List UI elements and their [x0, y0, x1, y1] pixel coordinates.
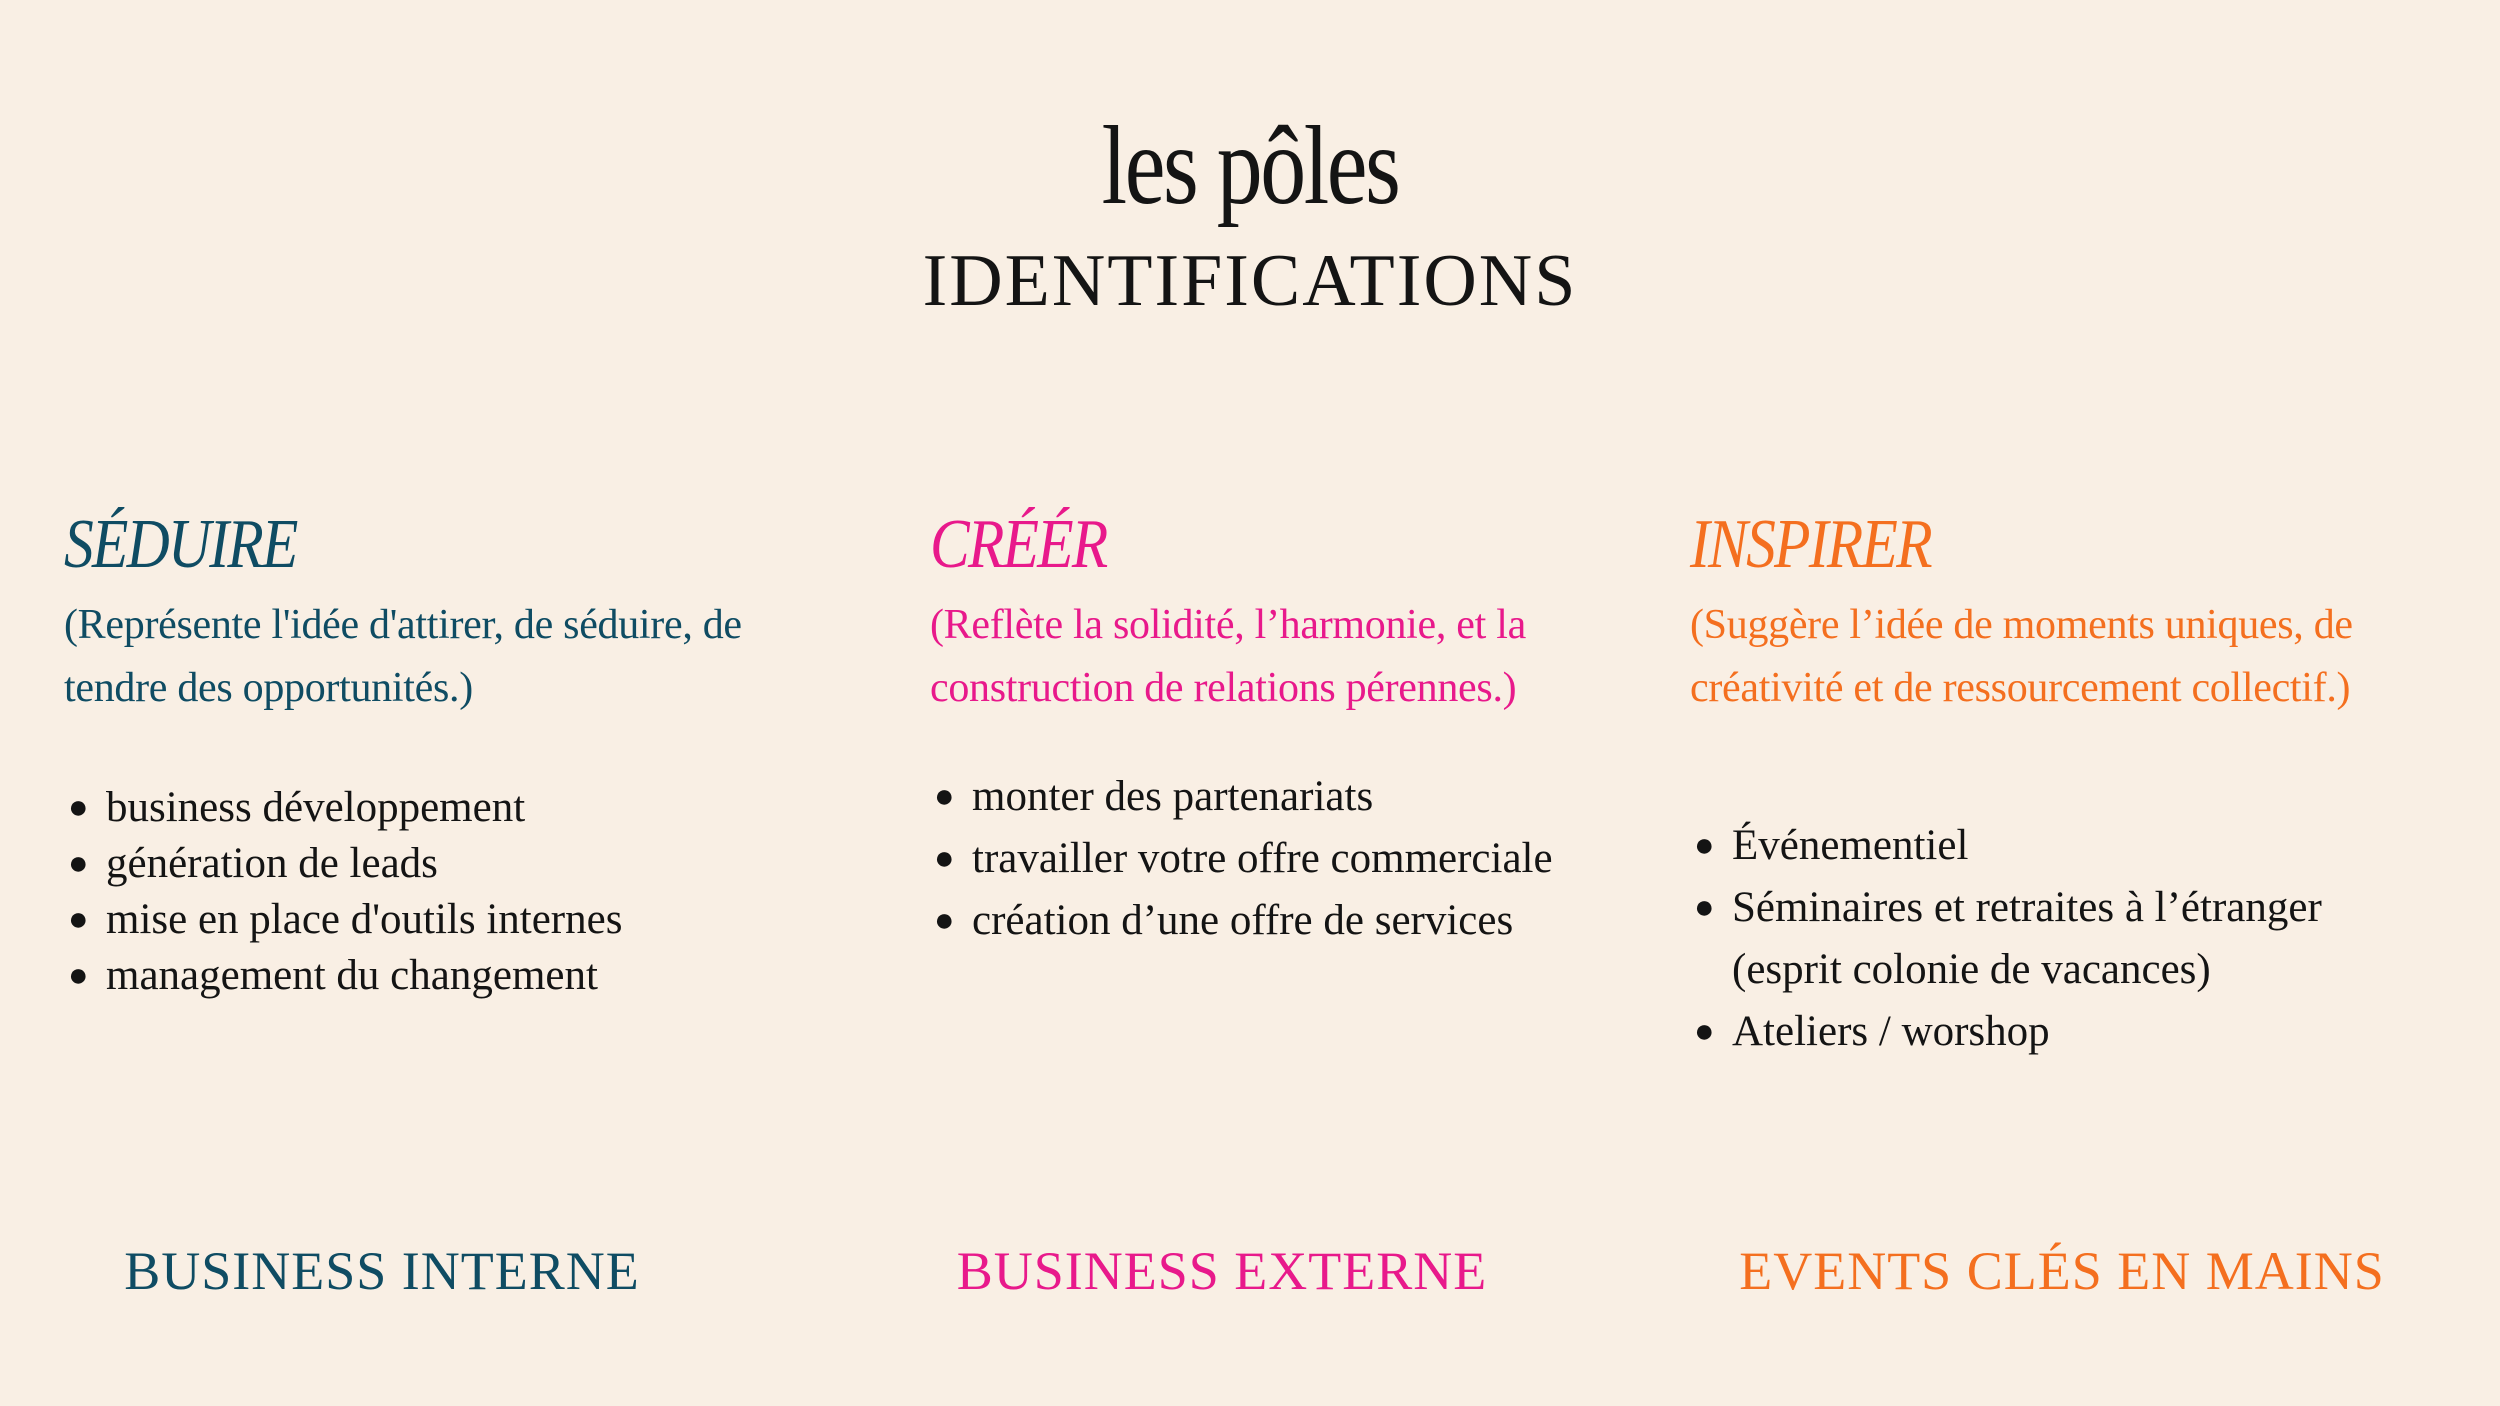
footer-label-business-interne: BUSINESS INTERNE — [124, 1241, 640, 1301]
bullet-dot-icon: ● — [1694, 889, 1715, 926]
column-heading: SÉDUIRE — [64, 506, 297, 583]
list-item-continuation — [1690, 939, 2322, 1001]
column-inspirer — [1690, 506, 2450, 1070]
list-item — [1690, 1001, 2322, 1063]
bullet-dot-icon: ● — [934, 902, 955, 939]
column-description — [1690, 594, 2353, 720]
bullet-dot-icon: ● — [934, 778, 955, 815]
bullet-dot-icon: ● — [934, 840, 955, 877]
list-item — [1690, 815, 2322, 877]
column-seduire — [64, 506, 824, 1030]
bullet-dot-icon: ● — [68, 845, 89, 882]
list-item — [64, 948, 622, 1004]
bullet-list — [930, 766, 1553, 952]
column-creer — [930, 506, 1690, 1030]
list-item — [930, 766, 1553, 828]
list-item — [930, 890, 1553, 952]
bullet-dot-icon: ● — [68, 789, 89, 826]
description-line: tendre des opportunités.) — [64, 665, 473, 711]
list-item — [64, 780, 622, 836]
bullet-list — [1690, 815, 2322, 1063]
list-item — [930, 828, 1553, 890]
list-item — [1690, 877, 2322, 939]
column-heading: INSPIRER — [1690, 506, 1931, 583]
description-line: construction de relations pérennes.) — [930, 665, 1517, 711]
list-item-text: Événementiel — [1732, 822, 1969, 869]
page-subtitle: IDENTIFICATIONS — [922, 240, 1578, 322]
column-description — [930, 594, 1526, 720]
list-item — [64, 892, 622, 948]
bullet-list — [64, 780, 622, 1004]
list-item-text: création d’une offre de services — [972, 897, 1514, 944]
list-item-text: Séminaires et retraites à l’étranger — [1732, 884, 2322, 931]
description-line: créativité et de ressourcement collectif.) — [1690, 665, 2351, 711]
description-line: (Suggère l’idée de moments uniques, de — [1690, 602, 2353, 648]
column-description — [64, 594, 742, 720]
description-line: (Reflète la solidité, l’harmonie, et la — [930, 602, 1526, 648]
list-item-text: (esprit colonie de vacances) — [1732, 946, 2211, 993]
footer-label-events: EVENTS CLÉS EN MAINS — [1739, 1241, 2385, 1301]
list-item-text: business développement — [106, 784, 526, 831]
bullet-dot-icon: ● — [68, 957, 89, 994]
footer-label-business-externe: BUSINESS EXTERNE — [956, 1241, 1488, 1301]
list-item-text: management du changement — [106, 952, 598, 999]
list-item — [64, 836, 622, 892]
header — [0, 104, 2500, 322]
list-item-text: travailler votre offre commerciale — [972, 835, 1553, 882]
list-item-text: Ateliers / worshop — [1732, 1008, 2050, 1055]
bullet-dot-icon: ● — [1694, 827, 1715, 864]
page-title: les pôles — [1101, 104, 1399, 228]
list-item-text: génération de leads — [106, 840, 438, 887]
column-heading: CRÉÉR — [930, 506, 1107, 583]
bullet-dot-icon: ● — [1694, 1013, 1715, 1050]
list-item-text: mise en place d'outils internes — [106, 896, 623, 943]
description-line: (Représente l'idée d'attirer, de séduire, de — [64, 602, 742, 648]
bullet-dot-icon: ● — [68, 901, 89, 938]
list-item-text: monter des partenariats — [972, 773, 1374, 820]
